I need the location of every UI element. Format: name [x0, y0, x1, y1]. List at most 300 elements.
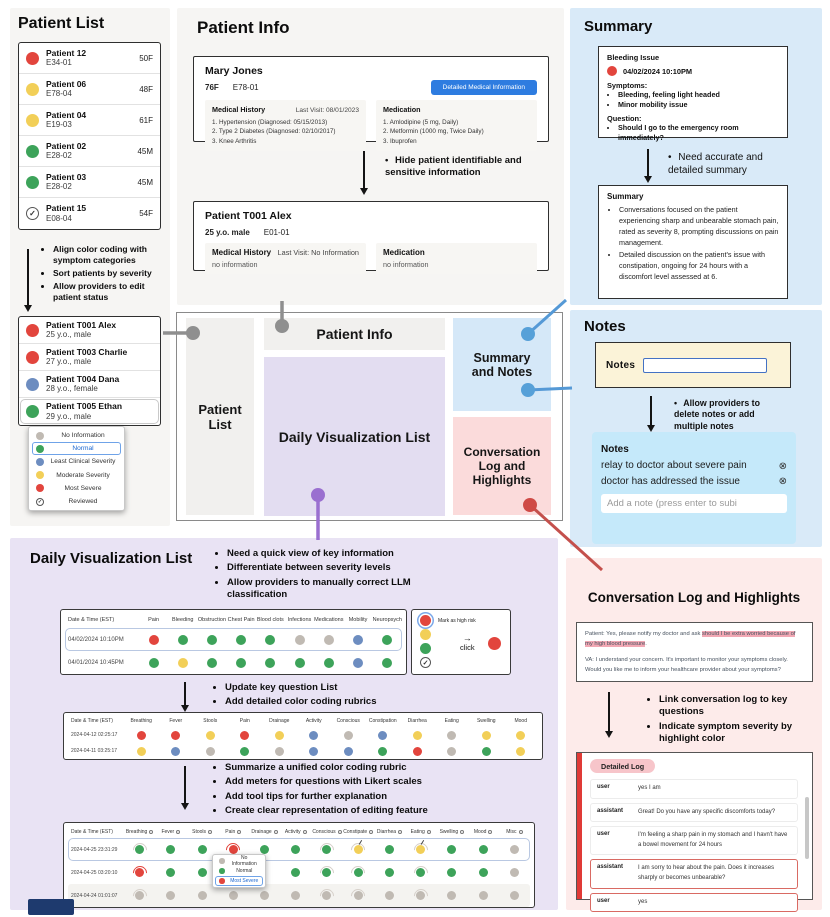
column-header: Misc — [499, 829, 530, 835]
symptom-status-cell[interactable] — [311, 884, 342, 907]
symptom-status-cell[interactable] — [504, 743, 539, 759]
symptom-status-cell[interactable] — [499, 838, 530, 861]
wireframe-label: Patient List — [198, 401, 242, 432]
symptom-status-cell[interactable] — [227, 651, 256, 674]
annotation: • Allow providers to edit patient status — [53, 281, 164, 303]
symptom-status-cell[interactable] — [168, 628, 197, 651]
column-header: Pain — [239, 718, 250, 724]
column-header: Diarrhea — [407, 718, 427, 724]
patient-row[interactable] — [19, 371, 160, 398]
likert-gauge — [130, 886, 150, 906]
medication-box — [376, 243, 537, 274]
symptom-status-cell[interactable] — [311, 838, 342, 861]
notes-input[interactable] — [643, 358, 767, 373]
status-dot-gray — [198, 891, 207, 900]
column-header: Blood clots — [256, 617, 284, 623]
status-dot-gray — [447, 731, 456, 740]
annotation: • Summarize a unified color coding rubric — [225, 762, 492, 774]
symptom-status-cell[interactable] — [256, 651, 285, 674]
symptom-status-cell[interactable] — [297, 743, 332, 759]
row-timestamp: 04/01/2024 10:45PM — [68, 659, 124, 666]
menu-item-label: Least Clinical Severity — [50, 458, 116, 466]
patient-row[interactable] — [19, 43, 160, 74]
info-icon — [488, 830, 492, 834]
symptom-status-cell[interactable] — [193, 727, 228, 743]
status-dot-red — [26, 351, 39, 364]
symptom-status-cell[interactable] — [436, 884, 467, 907]
notes-note: • Allow providers to delete notes or add multiple notes — [674, 398, 786, 432]
status-dot-gray — [510, 868, 519, 877]
column-header: Mood — [468, 829, 499, 835]
symptom-status-cell[interactable] — [262, 743, 297, 759]
row-timestamp: 04/02/2024 10:10PM — [68, 636, 124, 643]
status-dot-gray — [291, 891, 300, 900]
highlighted-text: should I be extra worried because of my high blood pressure — [585, 631, 796, 648]
status-dot-gray — [510, 891, 519, 900]
symptom-status-cell[interactable] — [297, 727, 332, 743]
wireframe-summary-notes[interactable] — [453, 318, 551, 411]
status-dot-green — [265, 635, 275, 645]
wireframe-label: Conversation Log and Highlights — [463, 445, 541, 487]
symptom-status-cell[interactable] — [436, 861, 467, 884]
status-dot-yellow — [516, 747, 525, 756]
symptom-status-cell[interactable] — [331, 727, 366, 743]
status-dot-yellow — [206, 731, 215, 740]
patient-row[interactable] — [19, 74, 160, 105]
column-header: Constipation — [368, 718, 397, 724]
symptom-status-cell[interactable] — [499, 861, 530, 884]
scrollbar[interactable] — [805, 797, 809, 859]
panel-patient-list — [10, 8, 170, 526]
symptom-status-cell[interactable] — [344, 628, 373, 651]
menu-item-no-information[interactable] — [32, 429, 121, 442]
row-timestamp: 2024-04-25 23:31:29 — [71, 846, 118, 853]
wireframe-label: Patient Info — [316, 326, 393, 342]
likert-gauge — [411, 863, 431, 883]
status-dot-green — [236, 658, 246, 668]
info-icon — [176, 830, 180, 834]
column-header: Stools — [186, 829, 217, 835]
symptom-status-cell[interactable] — [405, 861, 436, 884]
notes-title: Notes — [584, 318, 626, 335]
symptom-status-cell[interactable] — [373, 651, 402, 674]
status-dot-gray — [344, 731, 353, 740]
log-message-user[interactable] — [590, 826, 798, 855]
column-header: Neuropsych — [372, 617, 402, 623]
conversation-annotations — [646, 694, 796, 747]
status-dot-gray — [275, 747, 284, 756]
status-dot-red — [149, 635, 159, 645]
connector-dot-gray — [275, 319, 289, 333]
status-dot-check[interactable]: ✓ — [420, 657, 431, 668]
symptom-status-cell[interactable] — [314, 628, 343, 651]
message-role: user — [597, 831, 610, 838]
column-header: Mood — [514, 718, 527, 724]
menu-item-label: Normal — [72, 445, 94, 453]
symptom-status-cell[interactable] — [373, 628, 402, 651]
patient-row[interactable] — [19, 136, 160, 167]
symptom-status-cell[interactable] — [285, 651, 314, 674]
menu-item-label: No Information — [61, 432, 105, 440]
menu-item-least-clinical-severity[interactable] — [32, 455, 121, 468]
summary-title: Summary — [584, 18, 653, 35]
patient-info-cell — [46, 79, 132, 100]
cropped-blue-element — [28, 899, 74, 915]
wireframe-patient-info[interactable] — [264, 318, 445, 350]
connector-dot-blue — [521, 327, 535, 341]
symptom-status-cell[interactable] — [256, 628, 285, 651]
summary-bullet: • Conversations focused on the patient experiencing sharp and unbearable stomach pain, rated as severity 8, prompting discussions on pain management. — [619, 204, 779, 249]
table-header-row — [68, 825, 530, 838]
menu-item-label: Moderate Severity — [56, 471, 110, 479]
status-dot-gray — [206, 747, 215, 756]
issue-heading: Bleeding Issue — [607, 53, 660, 62]
status-dot-blue — [378, 731, 387, 740]
patient-age-sex: 45M — [137, 177, 153, 187]
status-dot-green — [26, 145, 39, 158]
status-dot-red[interactable] — [420, 615, 431, 626]
symptom-status-cell[interactable] — [400, 743, 435, 759]
patient-list-annotations — [40, 244, 164, 305]
status-dot-green — [260, 845, 269, 854]
column-header: Date & Time (EST) — [68, 617, 115, 623]
column-header: Date & Time (EST) — [71, 828, 113, 835]
status-dot-green — [166, 868, 175, 877]
symptom-table-row[interactable] — [68, 861, 530, 884]
note-item — [601, 476, 787, 489]
menu-item-normal[interactable] — [215, 866, 263, 876]
patient-row[interactable] — [19, 167, 160, 198]
column-header: Medications — [314, 617, 344, 623]
wireframe-label: Summary and Notes — [471, 350, 533, 379]
symptom-status-cell[interactable] — [197, 651, 226, 674]
status-dot-blue — [353, 658, 363, 668]
likert-gauge — [411, 886, 431, 906]
column-header: Conscious — [336, 718, 360, 724]
status-dot-yellow[interactable] — [420, 629, 431, 640]
symptom-table-row[interactable] — [65, 628, 402, 651]
patient-name: Patient T001 Alex — [46, 319, 117, 330]
symptom-status-cell[interactable] — [405, 838, 436, 861]
column-header: Swelling — [476, 718, 496, 724]
panel-summary — [570, 8, 822, 305]
column-header: Bleeding — [172, 617, 194, 623]
panel-notes — [570, 310, 822, 547]
symptom-status-cell[interactable] — [400, 727, 435, 743]
patient-card-original — [193, 56, 549, 145]
info-icon — [208, 830, 212, 834]
connector-dot-purple — [311, 488, 325, 502]
status-dot-yellow — [482, 731, 491, 740]
step2-annotations — [212, 682, 472, 711]
log-message-assistant[interactable] — [590, 859, 798, 888]
menu-item-most-severe[interactable] — [215, 876, 263, 886]
status-dot-green — [382, 635, 392, 645]
info-icon — [460, 830, 464, 834]
column-header: Breathing — [124, 829, 155, 835]
status-dot-red — [137, 731, 146, 740]
symptom-status-cell[interactable] — [280, 861, 311, 884]
status-dot-green — [240, 747, 249, 756]
severity-dot-red — [607, 66, 617, 76]
symptom-status-cell[interactable] — [168, 651, 197, 674]
column-header: Fever — [169, 718, 183, 724]
menu-item-label: No Information — [231, 855, 257, 867]
status-dot-green — [207, 658, 217, 668]
info-icon — [237, 830, 241, 834]
wireframe-daily-viz[interactable] — [264, 357, 445, 516]
symptom-status-cell[interactable] — [405, 884, 436, 907]
status-dot-red — [26, 324, 39, 337]
likert-gauge — [317, 863, 337, 883]
annotation: • Add detailed color coding rubrics — [225, 696, 472, 708]
patient-subtext: E28-02 — [46, 182, 72, 192]
symptom-table-v1 — [60, 609, 407, 675]
patient-row[interactable] — [19, 398, 160, 425]
patient-row[interactable] — [19, 317, 160, 344]
symptom-table-row[interactable] — [68, 838, 530, 861]
symptom-status-cell[interactable] — [311, 861, 342, 884]
patient-info-cell — [46, 172, 130, 193]
symptom-status-cell[interactable] — [331, 743, 366, 759]
patient-status-menu — [28, 426, 125, 511]
symptom-status-cell[interactable] — [344, 651, 373, 674]
patient-row[interactable] — [19, 344, 160, 371]
patient-subtext: E08-04 — [46, 213, 72, 223]
menu-item-label: Most Severe — [64, 484, 102, 492]
notes-simple-card — [595, 342, 791, 388]
medical-history-label: Medical History — [212, 105, 266, 114]
log-message-user[interactable] — [590, 779, 798, 799]
patient-row[interactable] — [19, 105, 160, 136]
history-item: 3. Knee Arthritis — [212, 137, 257, 145]
log-message-user[interactable] — [590, 893, 798, 913]
likert-gauge — [317, 886, 337, 906]
patient-utterance: Patient: Yes, please notify my doctor and ask should I be extra worried because of my high blood pressure. — [585, 631, 796, 648]
symptom-status-cell[interactable] — [435, 743, 470, 759]
menu-item-normal[interactable] — [32, 442, 121, 455]
symptom-status-cell[interactable] — [193, 743, 228, 759]
patient-name: Patient 06 — [46, 78, 87, 89]
status-dot-yellow — [178, 658, 188, 668]
likert-gauge — [317, 840, 337, 860]
panel-conversation — [566, 558, 822, 910]
symptom-status-cell[interactable] — [124, 838, 155, 861]
symptom-table-row[interactable] — [68, 884, 530, 907]
status-dot-check: ✓ — [37, 498, 43, 505]
status-dot-blue — [26, 378, 39, 391]
column-header: Drainage — [249, 829, 280, 835]
status-dot-gray — [36, 432, 44, 440]
patient-subtext: E19-03 — [46, 120, 72, 130]
patient-row[interactable] — [19, 198, 160, 229]
symptom-status-cell[interactable] — [343, 838, 374, 861]
status-dot-red — [171, 731, 180, 740]
delete-note-icon[interactable]: ⊗ — [778, 460, 787, 472]
detailed-log-tab[interactable]: Detailed Log — [590, 759, 655, 773]
symptom-status-cell[interactable] — [155, 838, 186, 861]
patient-age-sex: 54F — [139, 209, 153, 218]
status-dot-green[interactable] — [420, 643, 431, 654]
wireframe-patient-list[interactable] — [186, 318, 254, 515]
symptom-status-cell[interactable] — [374, 838, 405, 861]
column-header: Chest Pain — [227, 617, 255, 623]
symptom-status-cell[interactable] — [436, 838, 467, 861]
symptom-status-cell[interactable] — [155, 861, 186, 884]
patient-subtext: 25 y.o., male — [46, 330, 92, 340]
symptom-status-cell[interactable] — [374, 861, 405, 884]
medical-history-box — [205, 100, 366, 151]
likert-gauge — [130, 840, 150, 860]
symptom-status-cell[interactable] — [159, 727, 194, 743]
status-dot-green — [447, 845, 456, 854]
status-dot-gray — [295, 635, 305, 645]
log-message-assistant[interactable] — [590, 803, 798, 823]
column-header: Breathing — [130, 718, 152, 724]
menu-item-reviewed[interactable] — [32, 495, 121, 508]
status-dot-gray — [385, 891, 394, 900]
status-dot-gray — [479, 891, 488, 900]
patient-info-cell — [46, 320, 153, 341]
row-timestamp: 2024-04-25 03:20:10 — [71, 869, 118, 876]
status-dot-green — [385, 868, 394, 877]
symptom-status-cell[interactable] — [314, 651, 343, 674]
daily-viz-annotations — [214, 548, 464, 603]
symptom-status-cell[interactable] — [228, 743, 263, 759]
status-dot-green — [482, 747, 491, 756]
symptom-status-cell[interactable] — [124, 727, 159, 743]
va-utterance: VA: I understand your concern. It's important to monitor your symptoms closely. Would you like me to inform your healthcare provider about your symptoms? — [585, 656, 788, 674]
annotation: • Add tool tips for further explanation — [225, 791, 492, 803]
info-icon — [303, 830, 307, 834]
annotation: • Sort patients by severity — [53, 268, 164, 279]
add-note-input[interactable] — [601, 494, 787, 513]
menu-item-label: Most Severe — [230, 878, 259, 884]
patient-name: Mary Jones — [205, 65, 263, 77]
wireframe-conversation[interactable] — [453, 417, 551, 515]
status-dot-green — [479, 868, 488, 877]
status-dot-green — [236, 635, 246, 645]
patient-info-cell — [46, 141, 130, 162]
symptom-status-cell[interactable] — [435, 727, 470, 743]
message-text: yes — [638, 898, 648, 905]
likert-gauge — [348, 886, 368, 906]
symptom-status-cell[interactable] — [468, 861, 499, 884]
patient-name: Patient T003 Charlie — [46, 346, 128, 357]
anonymize-note: • Hide patient identifiable and sensitive information — [385, 155, 545, 180]
symptom-status-cell[interactable] — [469, 727, 504, 743]
symptom-status-cell[interactable] — [343, 884, 374, 907]
annotation: • Create clear representation of editing feature — [225, 805, 492, 817]
symptom-status-cell[interactable] — [499, 884, 530, 907]
column-header: Activity — [305, 718, 322, 724]
wireframe-label: Daily Visualization List — [278, 428, 431, 445]
symptom-table-row[interactable] — [68, 727, 538, 743]
symptom-status-cell[interactable] — [124, 884, 155, 907]
symptom-status-cell[interactable] — [366, 743, 401, 759]
symptom-table-row[interactable] — [65, 651, 402, 674]
symptom-status-cell[interactable] — [468, 838, 499, 861]
info-icon — [274, 830, 278, 834]
status-dot-green — [178, 635, 188, 645]
annotation: • Indicate symptom severity by highlight color — [659, 721, 796, 746]
status-dot-yellow — [516, 731, 525, 740]
detailed-medical-info-button[interactable]: Detailed Medical Information — [431, 80, 537, 95]
medication-item: 3. Ibuprofen — [383, 137, 417, 145]
symptom-status-cell[interactable] — [366, 727, 401, 743]
symptom-status-cell[interactable] — [280, 838, 311, 861]
patient-info-cell — [46, 110, 132, 131]
symptom-status-cell[interactable] — [139, 628, 168, 651]
medical-history-box — [205, 243, 366, 274]
menu-item-most-severe[interactable] — [32, 482, 121, 495]
menu-item-label: Normal — [236, 868, 253, 874]
status-dot-green — [295, 658, 305, 668]
symptom-status-cell[interactable] — [468, 884, 499, 907]
symptom-status-cell[interactable] — [139, 651, 168, 674]
status-dot-green — [265, 658, 275, 668]
message-text: Great! Do you have any specific discomforts today? — [638, 808, 776, 815]
delete-note-icon[interactable]: ⊗ — [778, 476, 787, 488]
symptom-table-v3 — [63, 822, 535, 908]
annotation: • Align color coding with symptom categories — [53, 244, 164, 266]
column-header: Infections — [287, 617, 312, 623]
symptom-status-cell[interactable] — [374, 884, 405, 907]
symptom-status-cell[interactable] — [197, 628, 226, 651]
menu-item-no-information[interactable] — [215, 856, 263, 866]
status-dot-red — [488, 637, 501, 650]
symptom-status-cell[interactable] — [285, 628, 314, 651]
symptom-status-cell[interactable] — [228, 727, 263, 743]
patient-name: Patient 12 — [46, 47, 87, 58]
patient-subtext: E34-01 — [46, 58, 72, 68]
symptom-status-cell[interactable] — [124, 743, 159, 759]
symptom-status-cell[interactable] — [155, 884, 186, 907]
status-dot-check: ✓ — [26, 207, 39, 220]
layout-wireframe — [176, 312, 563, 521]
status-dot-green — [219, 868, 225, 874]
symptom-status-cell[interactable] — [262, 727, 297, 743]
status-dot-gray — [510, 845, 519, 854]
issue-timestamp: 04/02/2024 10:10PM — [623, 66, 693, 76]
patient-info-cell — [46, 374, 153, 395]
status-dot-green — [26, 405, 39, 418]
note-text: relay to doctor about severe pain — [601, 460, 747, 471]
mark-high-risk-label: Mark as high risk — [438, 618, 476, 624]
summary-bullet: • Detailed discussion on the patient's issue with constipation, ongoing for 24 hours with a discomfort level assessed at 6. — [619, 249, 779, 282]
severity-stripe — [577, 753, 582, 899]
symptom-status-cell[interactable] — [159, 743, 194, 759]
status-dot-gray — [260, 891, 269, 900]
symptom-status-cell[interactable] — [124, 861, 155, 884]
medication-item: 1. Amlodipine (5 mg, Daily) — [383, 119, 459, 126]
symptom-table-row[interactable] — [68, 743, 538, 759]
table-header-row — [68, 715, 538, 727]
status-dot-green — [198, 845, 207, 854]
symptom-status-cell[interactable] — [343, 861, 374, 884]
menu-item-moderate-severity[interactable] — [32, 469, 121, 482]
symptom-status-cell[interactable] — [504, 727, 539, 743]
patient-subtext: E28-02 — [46, 151, 72, 161]
symptom-status-cell[interactable] — [227, 628, 256, 651]
symptom-status-cell[interactable] — [280, 884, 311, 907]
flow-arrow-down — [184, 766, 186, 804]
notes-label: Notes — [606, 359, 636, 371]
symptom-status-cell[interactable] — [469, 743, 504, 759]
status-dot-green — [291, 868, 300, 877]
patient-list-title: Patient List — [18, 15, 105, 32]
notes-heading: Notes — [601, 444, 629, 455]
